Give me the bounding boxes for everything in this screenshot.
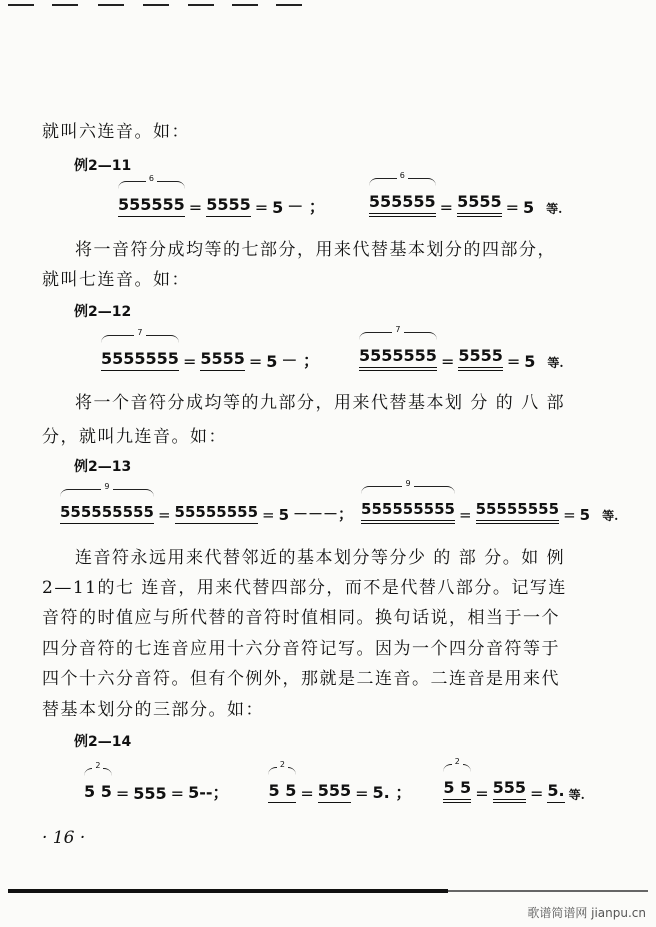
note: 5 [524, 352, 536, 371]
bottom-rule [8, 889, 448, 893]
rest: － ； [281, 351, 319, 370]
watermark: 歌谱简谱网 jianpu.cn [527, 906, 646, 920]
text-line: 2—11的七 连音，用来代替四部分，而不是代替八部分。记写连 [42, 578, 567, 598]
text-line: 将一音符分成均等的七部分，用来代替基本划分的四部分， [75, 240, 556, 260]
note: 5 [266, 352, 278, 371]
note: 5--； [188, 783, 229, 802]
text-line: 四分音符的七连音应用十六分音符记写。因为一个四分音符等于 [42, 639, 560, 659]
etc: 等. [547, 356, 564, 370]
tuplet-group: 2 5 5 [84, 761, 112, 801]
tuplet-group: 7 5555555 [101, 349, 179, 371]
note: 5 [278, 506, 290, 524]
rest: － ； [287, 197, 325, 216]
text-line: 将一个音符分成均等的九部分，用来代替基本划 分 的 八 部 [75, 393, 566, 413]
note: 5 [523, 198, 535, 217]
note: 5 [272, 198, 284, 217]
example-label: 例2—11 [74, 158, 132, 174]
tuplet-group: 6 555555 [118, 195, 185, 217]
note-group: 55555555 [476, 500, 560, 524]
note-group: 555 [318, 781, 351, 803]
tuplet-group: 7 5555555 [359, 346, 437, 371]
tuplet-group: 2 5 5 [268, 781, 296, 803]
text-line: 音符的时值应与所代替的音符时值相同。换句话说，相当于一个 [42, 608, 560, 628]
text-line: 四个十六分音符。但有个例外，那就是二连音。二连音是用来代 [42, 669, 560, 689]
note: 5. ； [372, 783, 412, 802]
text-line: 就叫六连音。如： [42, 122, 190, 142]
note-group: 55555555 [175, 503, 259, 524]
note-group: 555 [133, 784, 167, 803]
music-example-2-13: 9 555555555 = 55555555 = 5 －－－； 9 555555555 = 55555555 = 5 等. [60, 479, 619, 524]
note-group: 5555 [200, 349, 245, 371]
note: 5. [547, 781, 564, 803]
text-line: 替基本划分的三部分。如： [42, 700, 264, 720]
rest: －－－； [293, 505, 354, 523]
bottom-rule-thin [448, 890, 648, 892]
tuplet-group: 2 5 5 [443, 778, 471, 803]
text-line: 分，就叫九连音。如： [42, 427, 227, 447]
music-example-2-11: 6 555555 = 5555 = 5 － ； 6 555555 = 5555 = 5 等. [118, 171, 563, 217]
etc: 等. [602, 509, 619, 523]
note-group: 5555 [458, 346, 503, 371]
music-example-2-12: 7 5555555 = 5555 = 5 － ； 7 5555555 = 5555 = 5 等. [101, 325, 564, 371]
note-group: 555 [493, 778, 526, 803]
example-label: 例2—14 [74, 734, 132, 750]
etc: 等. [568, 788, 585, 802]
note: 5 [579, 506, 591, 524]
etc: 等. [546, 202, 563, 216]
example-label: 例2—12 [74, 304, 132, 320]
note-group: 5555 [457, 192, 502, 217]
text-line: 就叫七连音。如： [42, 270, 190, 290]
note-group: 5555 [206, 195, 251, 217]
tuplet-group: 6 555555 [369, 192, 436, 217]
page-number: · 16 · [42, 828, 86, 848]
tuplet-group: 9 555555555 [60, 503, 154, 524]
music-example-2-14: 2 5 5 = 555 = 5--； 2 5 5 = 555 = 5. ； 2 5 5 = 555 = 5. 等. [84, 757, 585, 803]
text-line: 连音符永远用来代替邻近的基本划分等分少 的 部 分。如 例 [75, 548, 566, 568]
example-label: 例2—13 [74, 459, 132, 475]
tuplet-group: 9 555555555 [361, 500, 455, 524]
